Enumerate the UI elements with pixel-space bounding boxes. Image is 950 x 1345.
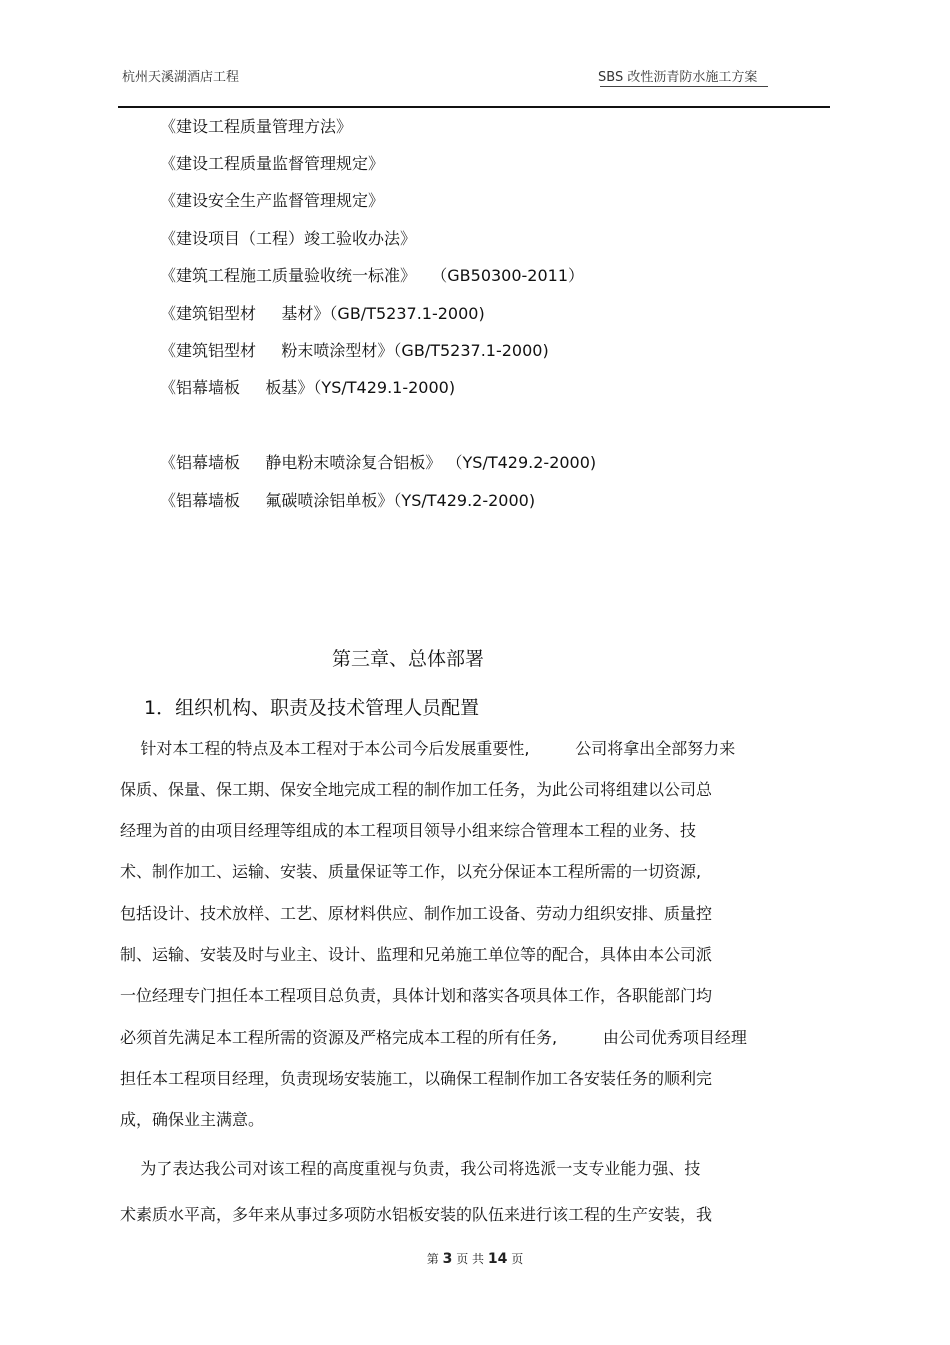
page-footer (0, 1250, 950, 1267)
section-title: 1．组织机构、职责及技术管理人员配置 (144, 697, 480, 719)
paragraph-line: 制、运输、安装及时与业主、设计、监理和兄弟施工单位等的配合，具体由本公司派 (120, 945, 713, 964)
reference-item: 《建设项目（工程）竣工验收办法》 (160, 229, 417, 248)
reference-item: 《建筑铝型材 基材》（GB/T5237.1-2000) (160, 304, 485, 323)
page-header-right: SBS 改性沥青防水施工方案 (598, 70, 758, 85)
paragraph-line: 保质、保量、保工期、保安全地完成工程的制作加工任务，为此公司将组建以公司总 (120, 780, 713, 799)
paragraph-line: 针对本工程的特点及本工程对于本公司今后发展重要性, 公司将拿出全部努力来 (120, 739, 736, 758)
paragraph-line: 为了表达我公司对该工程的高度重视与负责，我公司将选派一支专业能力强、技 (120, 1159, 701, 1178)
reference-item: 《建设工程质量管理方法》 (160, 117, 353, 136)
reference-item: 《建设工程质量监督管理规定》 (160, 154, 385, 173)
paragraph-line: 一位经理专门担任本工程项目总负责，具体计划和落实各项具体工作，各职能部门均 (120, 986, 713, 1005)
footer-prefix: 第 (426, 1252, 439, 1266)
paragraph-line: 担任本工程项目经理，负责现场安装施工，以确保工程制作加工各安装任务的顺利完 (120, 1069, 713, 1088)
reference-item: 《建筑工程施工质量验收统一标准》 （GB50300-2011） (160, 266, 585, 285)
header-rule (118, 106, 830, 108)
header-right-underline (600, 86, 768, 87)
paragraph-line: 成，确保业主满意。 (120, 1110, 265, 1129)
paragraph-line: 包括设计、技术放样、工艺、原材料供应、制作加工设备、劳动力组织安排、质量控 (120, 904, 713, 923)
paragraph-line: 术、制作加工、运输、安装、质量保证等工作，以充分保证本工程所需的一切资源, (120, 862, 702, 881)
reference-item: 《建筑铝型材 粉末喷涂型材》（GB/T5237.1-2000) (160, 341, 549, 360)
footer-middle: 页 共 (456, 1252, 485, 1266)
chapter-title: 第三章、总体部署 (332, 648, 485, 670)
reference-item: 《铝幕墙板 板基》（YS/T429.1-2000) (160, 378, 456, 397)
page-header-left: 杭州天溪湖酒店工程 (122, 70, 240, 85)
paragraph-line: 术素质水平高，多年来从事过多项防水铝板安装的队伍来进行该工程的生产安装，我 (120, 1205, 713, 1224)
paragraph-line: 经理为首的由项目经理等组成的本工程项目领导小组来综合管理本工程的业务、技 (120, 821, 697, 840)
footer-page-number: 3 (442, 1251, 453, 1267)
paragraph-line: 必须首先满足本工程所需的资源及严格完成本工程的所有任务, 由公司优秀项目经理 (120, 1028, 747, 1047)
footer-total-pages: 14 (487, 1251, 508, 1267)
reference-item: 《铝幕墙板 静电粉末喷涂复合铝板》 （YS/T429.2-2000) (160, 453, 597, 472)
reference-item: 《建设安全生产监督管理规定》 (160, 191, 385, 210)
footer-suffix: 页 (511, 1252, 524, 1266)
reference-item: 《铝幕墙板 氟碳喷涂铝单板》（YS/T429.2-2000) (160, 491, 536, 510)
